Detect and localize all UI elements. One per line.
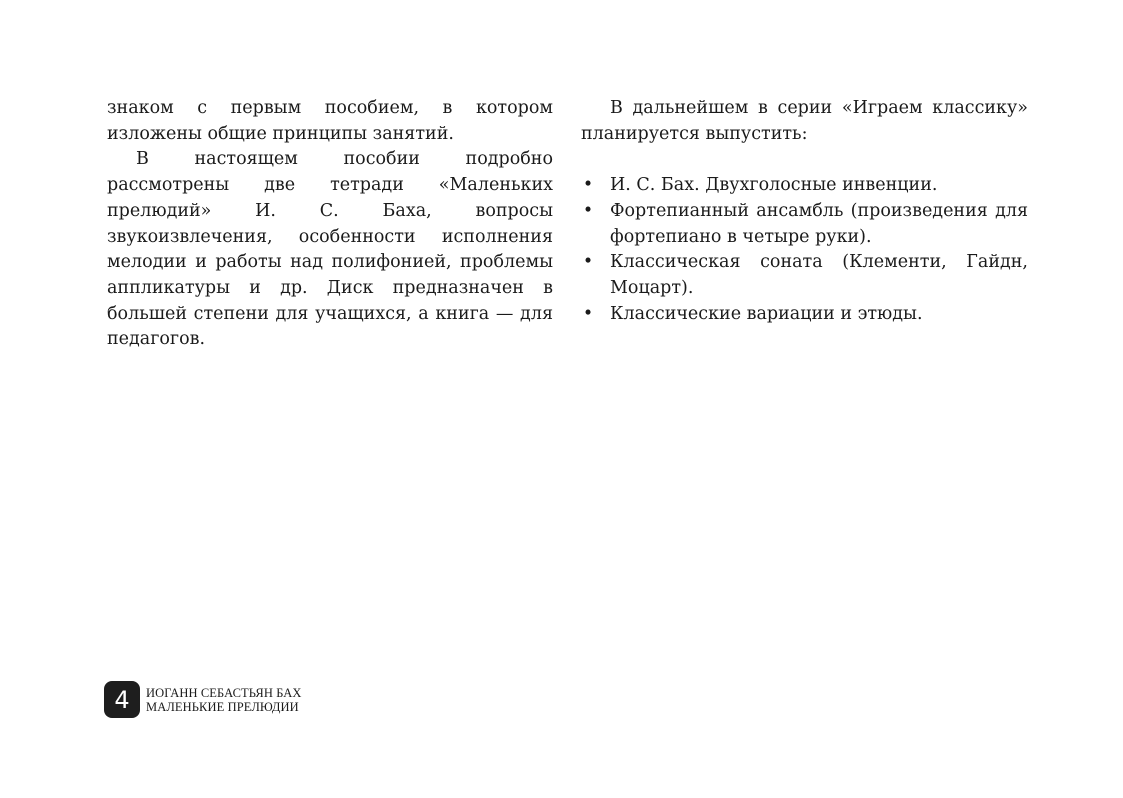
list-item: [581, 250, 1028, 301]
paragraph-series-plan: В дальнейшем в серии «Играем классику» планируется выпустить:: [581, 98, 1028, 144]
list-item-text: Фортепианный ансамбль (произведения для фортепиано в четыре руки).: [610, 200, 1028, 247]
bullet-icon: •: [582, 252, 594, 273]
bullet-icon: •: [582, 175, 594, 196]
bullet-icon: •: [582, 200, 594, 221]
page-number-badge: 4: [104, 681, 140, 718]
paragraph-intro-continuation: знаком с первым пособием, в котором изложены общие принципы занятий.: [107, 98, 553, 144]
right-column: [581, 96, 1028, 327]
list-item-text: Классическая соната (Клементи, Гайдн, Моцарт).: [610, 252, 1028, 298]
paragraph-manual-description: В настоящем пособии подробно рассмотрены две тетради «Маленьких прелюдий» И. С. Баха, вопросы звукоизвлечения, особенности исполнения мелодии и работы над полифонией, проблемы аппликатуры и др. Диск предназначен в большей степени для учащихся, а книга — для педагогов.: [107, 149, 553, 350]
planned-publications-list: [581, 173, 1028, 327]
list-item: [581, 302, 1028, 328]
list-item-text: Классические вариации и этюды.: [610, 303, 923, 324]
list-item: [581, 173, 1028, 199]
running-head: [146, 686, 302, 714]
page-footer: [104, 681, 302, 718]
running-head-author: ИОГАНН СЕБАСТЬЯН БАХ: [146, 685, 302, 700]
list-item-text: И. С. Бах. Двухголосные инвенции.: [610, 175, 938, 196]
left-column: [107, 96, 553, 353]
running-head-title: МАЛЕНЬКИЕ ПРЕЛЮДИИ: [146, 699, 299, 714]
bullet-icon: •: [582, 303, 594, 324]
list-item: [581, 199, 1028, 250]
